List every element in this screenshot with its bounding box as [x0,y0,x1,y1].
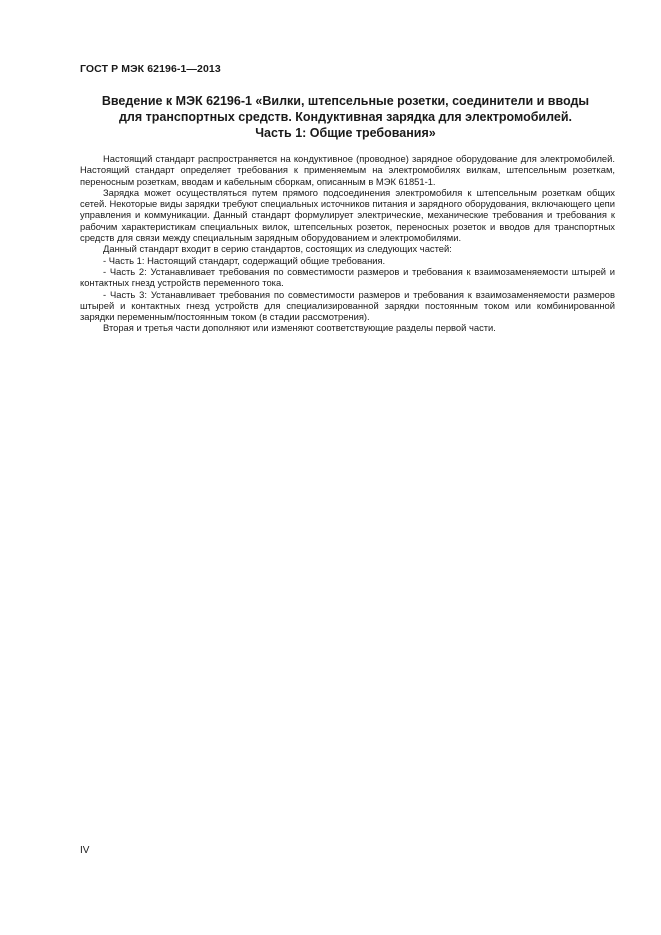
title-line-1: Введение к МЭК 62196-1 «Вилки, штепсельные розетки, соединители и вводы [101,94,590,108]
paragraph-parts-relation: Вторая и третья части дополняют или изменяют соответствующие разделы первой части. [103,322,496,334]
page-number: IV [80,845,90,856]
list-item-part-2: - Часть 2: Устанавливает требования по совместимости размеров и требования к взаимозаменяемости штырей и контактных гнезд устройств переменного тока. [80,265,615,289]
list-item-part-1: - Часть 1: Настоящий стандарт, содержащий общие требования. [103,254,386,266]
title-line-2: для транспортных средств. Кондуктивная зарядка для электромобилей. [119,110,572,124]
list-item-part-3: - Часть 3: Устанавливает требования по совместимости размеров и требования к взаимозаменяемости размеров штырей и контактных гнезд устройств для специализированной зарядки постоянным током или комбинированной зарядки переменным/постоянным током (в стадии рассмотрения). [80,288,615,323]
title-line-3: Часть 1: Общие требования» [255,126,436,140]
paragraph-scope: Настоящий стандарт распространяется на кондуктивное (проводное) зарядное оборудование для электромобилей. Настоящий стандарт определяет требования к применяемым на электромобилях вилкам, штепсельным розеткам, переносным розеткам, вводам и кабельным сборкам, описанным в МЭК 61851-1. [80,153,615,187]
introduction-body [80,153,615,334]
paragraph-series: Данный стандарт входит в серию стандартов, состоящих из следующих частей: [103,243,452,255]
introduction-title [70,93,621,141]
standard-code-header: ГОСТ Р МЭК 62196-1—2013 [80,63,221,75]
paragraph-charging: Зарядка может осуществляться путем прямого подсоединения электромобиля к штепсельным розеткам общих сетей. Некоторые виды зарядки требуют специальных источников питания и зарядного оборудования, включающего цепи управления и коммуникации. Данный стандарт формулирует электрические, механические требования и требования к рабочим характеристикам специальных вилок, штепсельных розеток, переносных розеток и вводов для транспортных средств для связи между специальным зарядным оборудованием и электромобилями. [80,186,615,244]
